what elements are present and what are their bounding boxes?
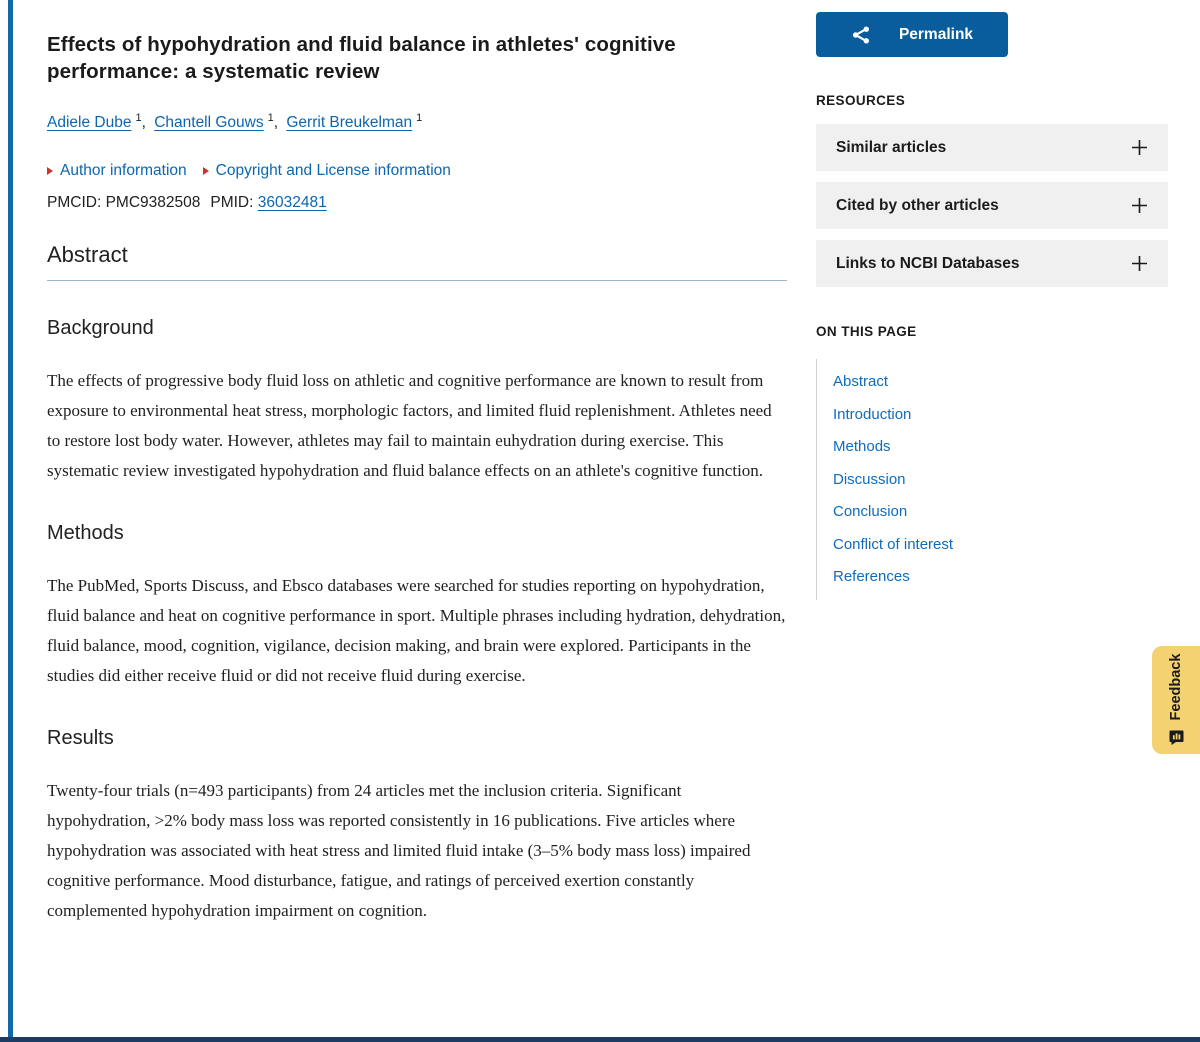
toc-link-abstract[interactable]: Abstract: [833, 373, 889, 390]
abstract-heading: Abstract: [47, 242, 787, 281]
toc-link-introduction[interactable]: Introduction: [833, 405, 912, 423]
resources-accordions: [816, 124, 1168, 287]
toc-link-conflict-of-interest[interactable]: Conflict of interest: [833, 535, 954, 553]
author-link[interactable]: Gerrit Breukelman: [286, 114, 413, 132]
feedback-tab[interactable]: [1152, 646, 1200, 754]
plus-icon: [1131, 139, 1148, 156]
section-heading-background: Background: [47, 317, 154, 340]
accordion-label: Similar articles: [836, 138, 947, 156]
section-text-methods: The PubMed, Sports Discuss, and Ebsco databases were searched for studies reporting on hypohydration, fluid balance and heat on cognitive performance in sport. Multiple phrases including hydration, dehydration, fluid balance, mood, cognition, vigilance, decision making, and brain were explored. Participants in the studies did either receive fluid or did not receive fluid during exercise.: [47, 576, 786, 686]
plus-icon: [1131, 255, 1148, 272]
copyright-license-label: Copyright and License information: [215, 162, 451, 180]
article-ids: [47, 194, 787, 212]
author-separator: ,: [141, 114, 146, 132]
author-separator: ,: [273, 114, 279, 132]
accordion-similar-articles[interactable]: [816, 124, 1168, 171]
accordion-ncbi-databases[interactable]: [816, 240, 1168, 287]
right-sidebar: [816, 0, 1168, 600]
feedback-label: Feedback: [1168, 653, 1184, 721]
pmcid-group: [47, 194, 200, 211]
pmid-group: [210, 194, 326, 211]
pmcid-value: PMC9382508: [105, 194, 201, 212]
author: [47, 114, 150, 131]
bottom-border: [0, 1037, 1200, 1042]
toc-item: [833, 496, 1168, 529]
section-text-results: Twenty-four trials (n=493 participants) from 24 articles met the inclusion criteria. Significant hypohydration, >2% body mass loss was reported consistently in 16 publications. Five articles where hypohydration was associated with heat stress and limited fluid intake (3–5% body mass loss) impaired cognitive performance. Mood disturbance, fatigue, and ratings of perceived exertion constantly complemented hypohydration impairment on cognition.: [47, 781, 751, 921]
article-title: Effects of hypohydration and fluid balance in athletes' cognitive performance: a systematic review: [47, 33, 676, 83]
pmid-link[interactable]: 36032481: [257, 194, 327, 212]
share-icon: [851, 25, 871, 45]
copyright-license-toggle[interactable]: [203, 162, 451, 180]
toc-item: [833, 529, 1168, 562]
permalink-button[interactable]: [816, 12, 1008, 57]
accordion-cited-by[interactable]: [816, 182, 1168, 229]
on-this-page-nav: [816, 359, 1168, 600]
toc-link-references[interactable]: References: [833, 568, 910, 585]
affiliation-superscript: 1: [135, 112, 142, 124]
feedback-icon: [1168, 729, 1185, 746]
article-main: [47, 0, 787, 926]
pmcid-label: PMCID:: [47, 194, 102, 212]
toc-item: [833, 399, 1168, 432]
plus-icon: [1131, 197, 1148, 214]
author-list: [47, 112, 787, 132]
section-text-background: The effects of progressive body fluid loss on athletic and cognitive performance are known to result from exposure to environmental heat stress, morphologic factors, and limited fluid replenishment. Athletes need to restore lost body water. However, athletes may fail to maintain euhydration during exercise. This systematic review investigated hypohydration and fluid balance effects on an athlete's cognitive function.: [47, 371, 772, 481]
toc-item: [833, 431, 1168, 464]
section-heading-results: Results: [47, 727, 114, 750]
permalink-label: Permalink: [898, 25, 974, 43]
toc-link-discussion[interactable]: Discussion: [833, 470, 906, 488]
on-this-page-heading: ON THIS PAGE: [816, 324, 917, 339]
meta-links-row: [47, 162, 787, 180]
toc-link-conclusion[interactable]: Conclusion: [833, 503, 908, 520]
affiliation-superscript: 1: [416, 112, 423, 124]
expand-arrow-icon: [203, 167, 209, 175]
accordion-label: Cited by other articles: [836, 196, 999, 214]
expand-arrow-icon: [47, 167, 53, 175]
toc-link-methods[interactable]: Methods: [833, 438, 891, 455]
toc-item: [833, 561, 1168, 594]
section-heading-methods: Methods: [47, 522, 124, 545]
toc-item: [833, 464, 1168, 497]
accordion-label: Links to NCBI Databases: [836, 254, 1020, 272]
author-information-toggle[interactable]: [47, 162, 187, 180]
author-information-label: Author information: [60, 162, 187, 180]
author: [154, 114, 282, 131]
resources-heading: RESOURCES: [816, 93, 906, 108]
toc-item: [833, 366, 1168, 399]
author-link[interactable]: Chantell Gouws: [154, 114, 264, 132]
author: [286, 114, 426, 131]
affiliation-superscript: 1: [267, 112, 274, 124]
pmid-label: PMID:: [210, 194, 254, 212]
author-link[interactable]: Adiele Dube: [47, 114, 132, 132]
feedback-tab-inner: [1152, 646, 1200, 754]
left-accent-bar: [8, 0, 13, 1042]
